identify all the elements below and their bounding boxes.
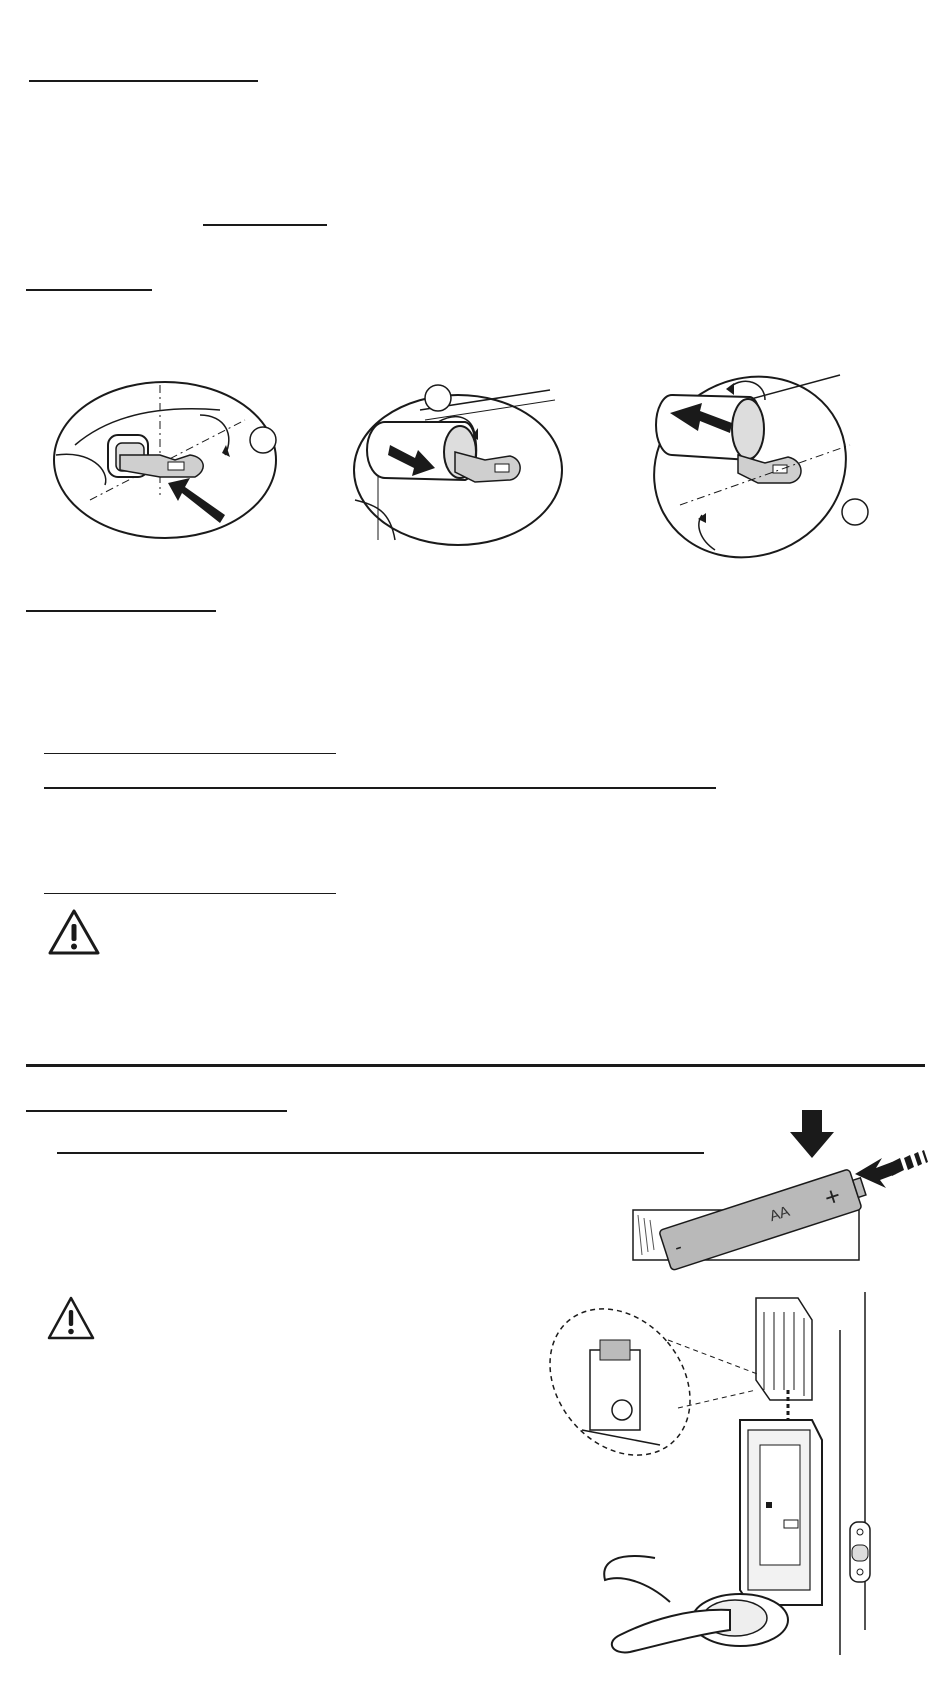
subheading-rule-3 <box>44 893 336 894</box>
section-heading-rule-2 <box>26 289 152 291</box>
key-insertion-illustration-3 <box>640 365 870 570</box>
battery-positive-label: + <box>820 1179 845 1214</box>
subheading-rule-4 <box>57 1152 704 1154</box>
battery-negative-label: - <box>671 1236 685 1259</box>
key-insertion-illustration-2 <box>350 380 570 550</box>
subheading-rule-1 <box>44 753 336 754</box>
lock-battery-pack-illustration <box>560 1290 910 1660</box>
section-heading-rule-4 <box>26 1110 287 1112</box>
arrow-down-icon <box>790 1110 834 1158</box>
warning-triangle-icon <box>47 908 101 956</box>
battery-insertion-illustration <box>630 1110 930 1265</box>
inline-underline-rule <box>203 224 327 226</box>
section-divider <box>26 1064 925 1067</box>
arrow-push-icon <box>855 1150 928 1188</box>
battery-type-label: AA <box>767 1202 792 1226</box>
warning-triangle-icon <box>46 1295 96 1341</box>
section-heading-rule-1 <box>29 80 258 82</box>
section-heading-rule-3 <box>26 610 216 612</box>
key-insertion-illustration-1 <box>50 375 280 545</box>
subheading-rule-2 <box>44 787 716 789</box>
